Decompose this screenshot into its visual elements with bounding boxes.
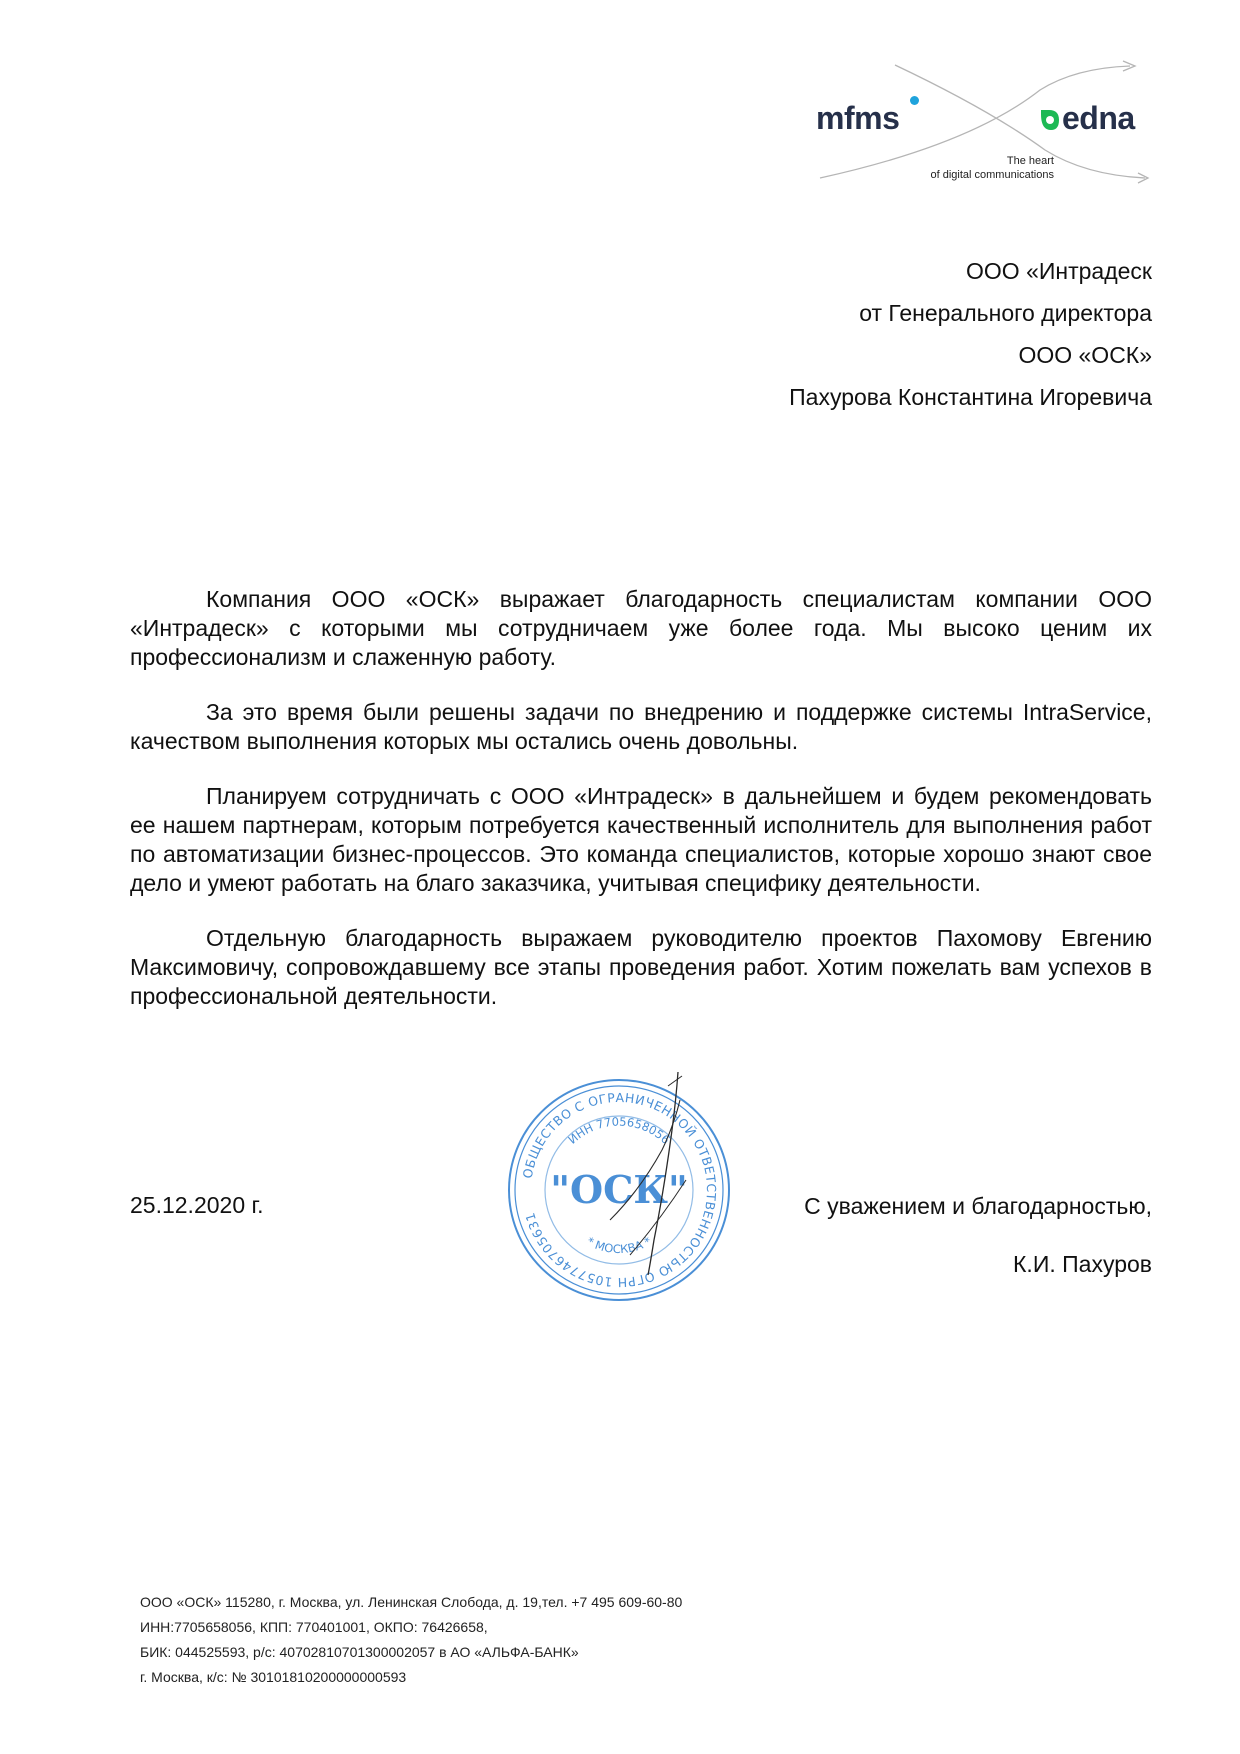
- mfms-dot-icon: [910, 96, 919, 105]
- addressee-block: [789, 250, 1152, 418]
- letterhead-logo: [800, 50, 1190, 195]
- addressee-line-3: ООО «ОСК»: [1018, 342, 1152, 368]
- stamp-inn-text: ИНН 7705658056: [565, 1114, 673, 1147]
- stamp-city-text: * МОСКВА *: [584, 1234, 654, 1257]
- footer-line-2: ИНН:7705658056, КПП: 770401001, ОКПО: 76426658,: [140, 1619, 488, 1635]
- handwritten-signature: [590, 1070, 710, 1280]
- addressee-line-4: Пахурова Константина Игоревича: [789, 384, 1152, 410]
- stamp-center-text: "ОСК": [550, 1167, 688, 1212]
- letter-body: [130, 585, 1152, 1037]
- footer-line-1: ООО «ОСК» 115280, г. Москва, ул. Ленинская Слобода, д. 19,тел. +7 495 609-60-80: [140, 1594, 683, 1610]
- tagline-line-1: The heart: [1006, 155, 1054, 167]
- edna-wordmark: edna: [1062, 100, 1135, 136]
- body-paragraph-1: Компания ООО «ОСК» выражает благодарность специалистам компании ООО «Интрадеск» с которыми мы сотрудничаем уже более года. Мы высоко ценим их профессионализм и слаженную работу.: [130, 586, 1152, 670]
- mfms-wordmark: mfms: [816, 100, 900, 136]
- closing-regards: С уважением и благодарностью,: [804, 1193, 1152, 1219]
- signer-name: К.И. Пахуров: [1013, 1251, 1152, 1277]
- footer-line-4: г. Москва, к/с: № 30101810200000000593: [140, 1669, 407, 1685]
- tagline-line-2: of digital communications: [930, 169, 1054, 181]
- stamp-ring-text: ОБЩЕСТВО С ОГРАНИЧЕННОЙ ОТВЕТСТВЕННОСТЬЮ ОГРН 1057746705631: [519, 1089, 720, 1291]
- letter-date: 25.12.2020 г.: [130, 1192, 264, 1218]
- footer-line-3: БИК: 044525593, р/с: 40702810701300002057 в АО «АЛЬФА-БАНК»: [140, 1644, 579, 1660]
- logo-tagline: [884, 154, 1054, 182]
- body-paragraph-2: За это время были решены задачи по внедрению и поддержке системы IntraService, качеством выполнения которых мы остались очень довольны.: [130, 699, 1152, 754]
- addressee-line-1: ООО «Интрадеск: [966, 258, 1152, 284]
- company-requisites-footer: [140, 1590, 682, 1690]
- edna-leaf-icon: [1037, 104, 1061, 132]
- body-paragraph-4: Отдельную благодарность выражаем руководителю проектов Пахомову Евгению Максимовичу, сопровождавшему все этапы проведения работ. Хотим пожелать вам успехов в профессиональной деятельности.: [130, 925, 1152, 1009]
- body-paragraph-3: Планируем сотрудничать с ООО «Интрадеск» в дальнейшем и будем рекомендовать ее нашем партнерам, которым потребуется качественный исполнитель для выполнения работ по автоматизации бизнес-процессов. Это команда специалистов, которые хорошо знают свое дело и умеют работать на благо заказчика, учитывая специфику деятельности.: [130, 783, 1152, 896]
- addressee-line-2: от Генерального директора: [859, 300, 1152, 326]
